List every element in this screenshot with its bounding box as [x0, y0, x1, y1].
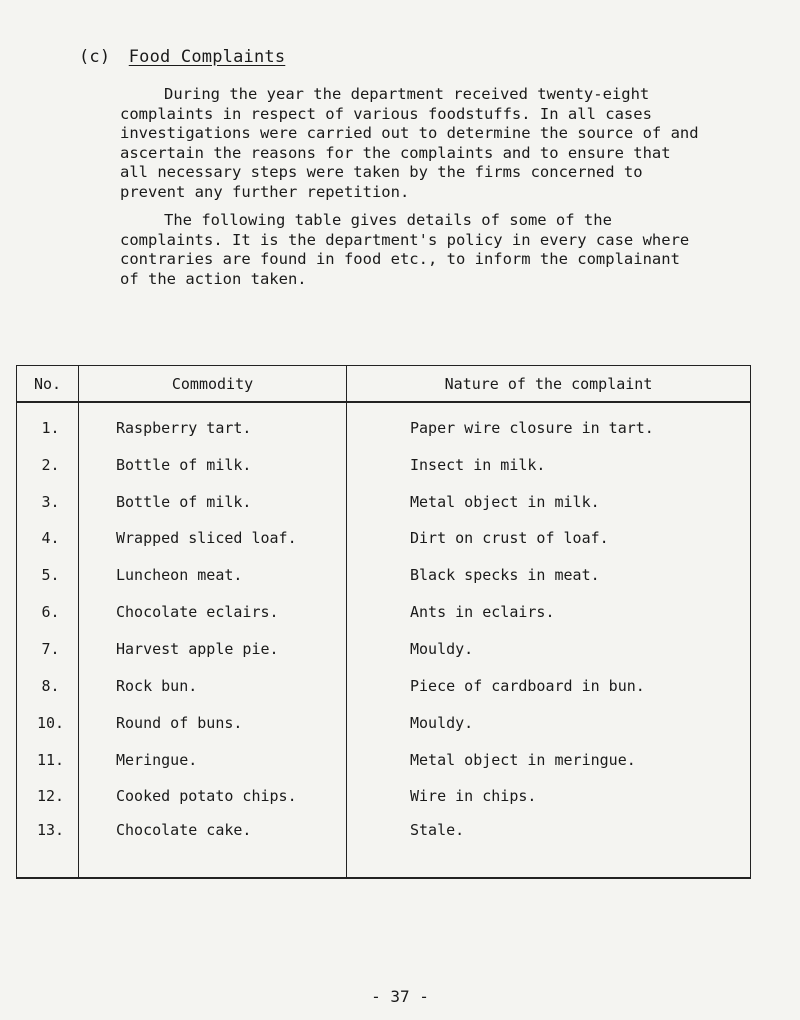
row-number: 6. [17, 594, 79, 631]
row-commodity: Luncheon meat. [79, 557, 347, 594]
table-row [17, 631, 751, 668]
row-nature: Paper wire closure in tart. [347, 402, 751, 446]
row-number: 1. [17, 402, 79, 446]
row-commodity: Chocolate eclairs. [79, 594, 347, 631]
section-heading [79, 47, 285, 67]
intro-paragraph-text: During the year the department received twenty-eight complaints in respect of various foodstuffs. In all cases investigations were carried out to determine the source of and ascertain the reasons for the complaints and to ensure that all necessary steps were taken by the firms concerned to prevent any further repetition. [120, 85, 699, 201]
table-row [17, 402, 751, 446]
row-nature: Metal object in milk. [347, 483, 751, 520]
row-number: 7. [17, 631, 79, 668]
row-commodity: Bottle of milk. [79, 446, 347, 483]
table-row [17, 667, 751, 704]
row-number: 11. [17, 741, 79, 778]
row-commodity: Round of buns. [79, 704, 347, 741]
table-row [17, 483, 751, 520]
row-commodity: Rock bun. [79, 667, 347, 704]
policy-paragraph [120, 211, 700, 289]
row-number: 10. [17, 704, 79, 741]
row-commodity: Bottle of milk. [79, 483, 347, 520]
row-number: 8. [17, 667, 79, 704]
row-number: 5. [17, 557, 79, 594]
header-commodity: Commodity [79, 366, 347, 403]
row-number: 12. [17, 778, 79, 815]
table-header-row [17, 366, 751, 403]
row-nature: Piece of cardboard in bun. [347, 667, 751, 704]
section-title: Food Complaints [128, 47, 286, 67]
header-no: No. [17, 366, 79, 403]
row-commodity: Wrapped sliced loaf. [79, 520, 347, 557]
row-nature: Mouldy. [347, 704, 751, 741]
table-row [17, 520, 751, 557]
table-row [17, 815, 751, 878]
row-nature: Wire in chips. [347, 778, 751, 815]
row-commodity: Harvest apple pie. [79, 631, 347, 668]
table-row [17, 594, 751, 631]
intro-paragraph [120, 85, 700, 202]
table-row [17, 557, 751, 594]
row-commodity: Cooked potato chips. [79, 778, 347, 815]
row-number: 2. [17, 446, 79, 483]
row-nature: Ants in eclairs. [347, 594, 751, 631]
row-commodity: Raspberry tart. [79, 402, 347, 446]
table-row [17, 778, 751, 815]
policy-paragraph-text: The following table gives details of some of the complaints. It is the department's policy in every case where contraries are found in food etc., to inform the complainant of the action taken. [120, 211, 690, 288]
row-number: 3. [17, 483, 79, 520]
row-nature: Insect in milk. [347, 446, 751, 483]
row-commodity: Chocolate cake. [79, 815, 347, 878]
row-nature: Stale. [347, 815, 751, 878]
row-nature: Black specks in meat. [347, 557, 751, 594]
row-number: 4. [17, 520, 79, 557]
row-nature: Dirt on crust of loaf. [347, 520, 751, 557]
table-row [17, 741, 751, 778]
row-nature: Mouldy. [347, 631, 751, 668]
table-row [17, 446, 751, 483]
page-number: - 37 - [371, 987, 429, 1006]
row-nature: Metal object in meringue. [347, 741, 751, 778]
header-nature: Nature of the complaint [347, 366, 751, 403]
row-commodity: Meringue. [79, 741, 347, 778]
row-number: 13. [17, 815, 79, 878]
table-row [17, 704, 751, 741]
section-label: (c) [79, 47, 111, 67]
complaints-table [16, 365, 751, 879]
